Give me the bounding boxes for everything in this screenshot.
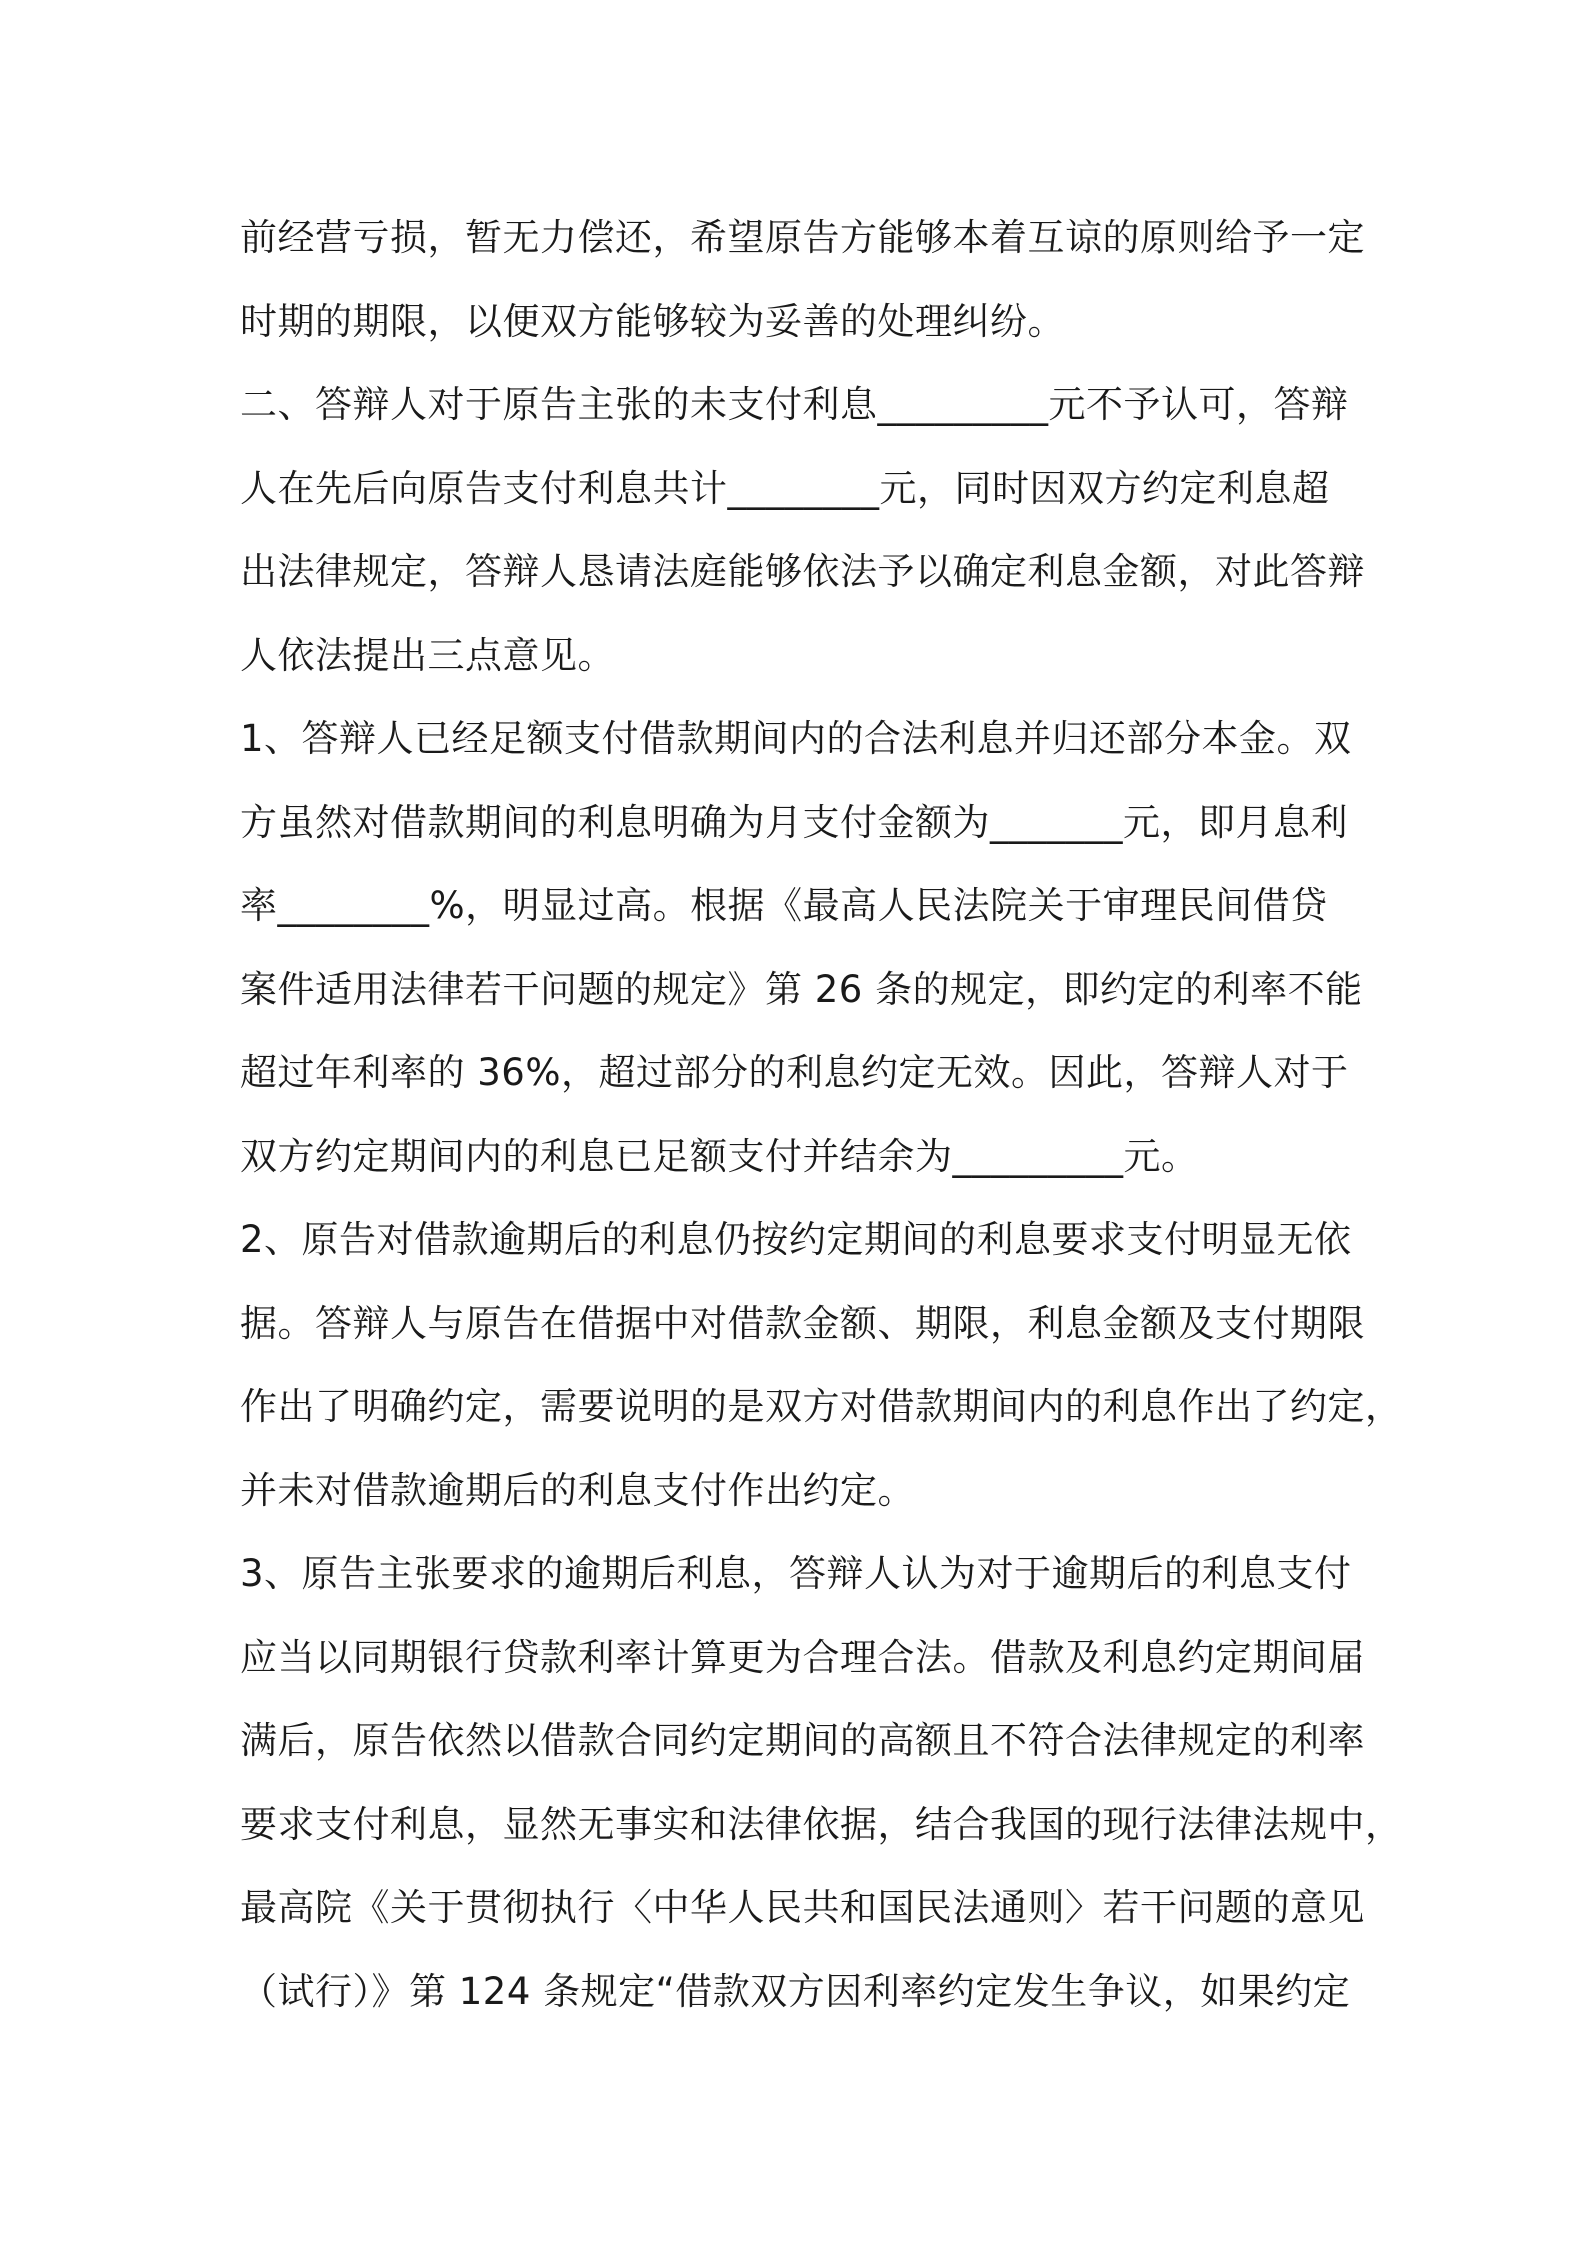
text-line: 率________%，明显过高。根据《最高人民法院关于审理民间借贷 xyxy=(240,884,1328,927)
text-line: 据。答辩人与原告在借据中对借款金额、期限，利息金额及支付期限 xyxy=(240,1301,1365,1345)
text-line: 人在先后向原告支付利息共计________元，同时因双方约定利息超 xyxy=(240,466,1330,510)
text-line: 出法律规定，答辩人恳请法庭能够依法予以确定利息金额，对此答辩 xyxy=(240,550,1365,593)
text-line: 2、原告对借款逾期后的利息仍按约定期间的利息要求支付明显无依 xyxy=(240,1218,1352,1261)
text-line: 要求支付利息，显然无事实和法律依据，结合我国的现行法律法规中， xyxy=(240,1802,1403,1846)
text-line: 方虽然对借款期间的利息明确为月支付金额为_______元，即月息利 xyxy=(240,800,1348,844)
body-text xyxy=(240,196,1403,2033)
text-line: 3、原告主张要求的逾期后利息，答辩人认为对于逾期后的利息支付 xyxy=(240,1552,1352,1595)
text-line: 应当以同期银行贷款利率计算更为合理合法。借款及利息约定期间届 xyxy=(240,1635,1365,1679)
text-line: 作出了明确约定，需要说明的是双方对借款期间内的利息作出了约定， xyxy=(240,1385,1403,1428)
text-line: 超过年利率的 36%，超过部分的利息约定无效。因此，答辩人对于 xyxy=(240,1051,1349,1094)
text-line: 满后，原告依然以借款合同约定期间的高额且不符合法律规定的利率 xyxy=(240,1719,1365,1762)
text-line: 并未对借款逾期后的利息支付作出约定。 xyxy=(240,1468,915,1512)
text-line: 前经营亏损，暂无力偿还，希望原告方能够本着互谅的原则给予一定 xyxy=(240,216,1365,259)
text-line: 双方约定期间内的利息已足额支付并结余为_________元。 xyxy=(240,1134,1199,1178)
text-line: 时期的期限，以便双方能够较为妥善的处理纠纷。 xyxy=(240,299,1065,343)
text-line: 案件适用法律若干问题的规定》第 26 条的规定，即约定的利率不能 xyxy=(240,967,1363,1011)
text-line: 人依法提出三点意见。 xyxy=(240,633,615,677)
text-line: 1、答辩人已经足额支付借款期间内的合法利息并归还部分本金。双 xyxy=(240,717,1352,760)
text-line: 二、答辩人对于原告主张的未支付利息_________元不予认可，答辩 xyxy=(240,383,1349,426)
text-line: 最高院《关于贯彻执行〈中华人民共和国民法通则〉若干问题的意见 xyxy=(240,1886,1365,1929)
text-line: （试行）》第 124 条规定“借款双方因利率约定发生争议，如果约定 xyxy=(240,1969,1351,2013)
